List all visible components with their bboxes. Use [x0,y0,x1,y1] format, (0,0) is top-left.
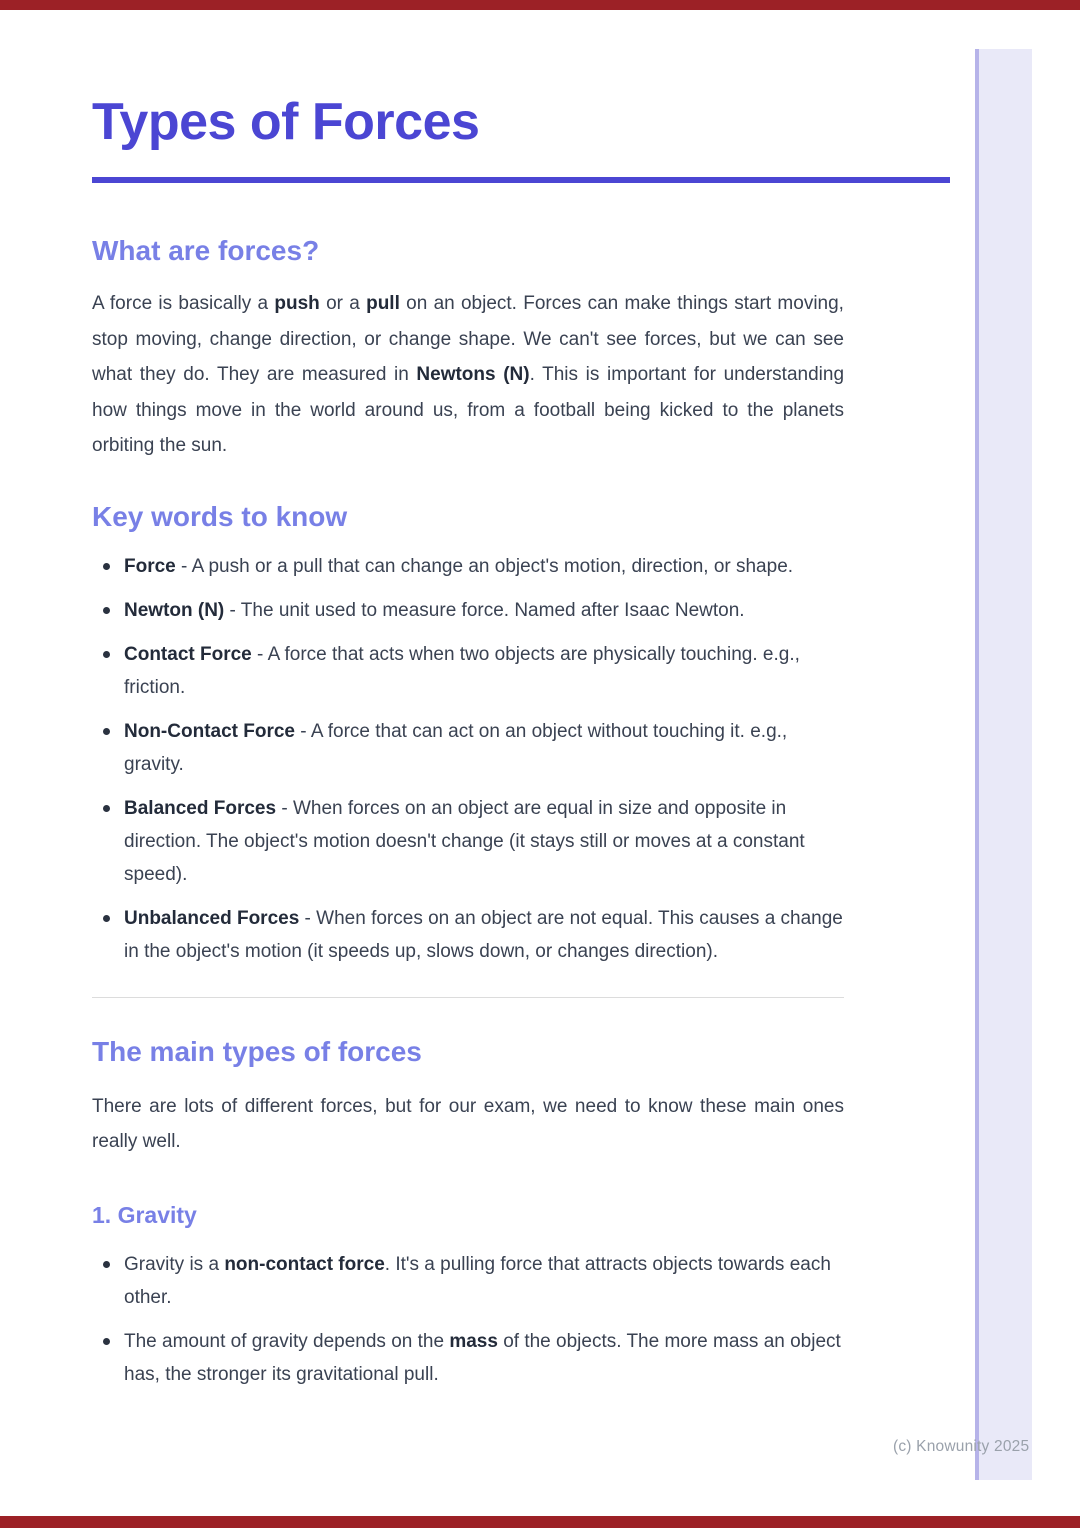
list-item-gravity-mass [124,1325,844,1391]
bullet-dot [103,728,110,735]
list-item-text: Balanced Forces - When forces on an object are equal in size and opposite in direction. The object's motion doesn't change (it stays still or moves at a constant speed). [124,797,805,885]
bullet-dot [103,607,110,614]
page-content [92,0,950,1391]
bullet-dot [103,1261,110,1268]
heading-main-types: The main types of forces [92,1035,422,1067]
list-item-text: Contact Force - A force that acts when two objects are physically touching. e.g., friction. [124,643,800,698]
copyright-watermark: (c) Knowunity 2025 [893,1438,1030,1455]
bullet-dot [103,563,110,570]
bottom-edge-bar [0,1516,1080,1528]
list-item-newton [124,594,844,627]
paragraph-what-are-forces: A force is basically a push or a pull on an object. Forces can make things start moving, stop moving, change direction, or change shape. We can't see forces, but we can see what they do. They are measured in Newtons (N). This is important for understanding how things move in the world around us, from a football being kicked to the planets orbiting the sun. [92,293,845,456]
bullet-dot [103,1338,110,1345]
list-item-text: The amount of gravity depends on the mass of the objects. The more mass an object has, the stronger its gravitational pull. [124,1330,841,1385]
list-item-contact-force [124,638,844,704]
heading-gravity: 1. Gravity [92,1201,197,1228]
paragraph-main-types: There are lots of different forces, but for our exam, we need to know these main ones really well. [92,1095,844,1152]
heading-what-are-forces: What are forces? [92,235,320,266]
bullet-dot [103,915,110,922]
list-item-balanced-forces [124,792,844,891]
heading-key-words: Key words to know [92,500,348,532]
bullet-dot [103,805,110,812]
section-divider [92,997,844,998]
list-item-non-contact-force [124,715,844,781]
list-item-text: Force - A push or a pull that can change an object's motion, direction, or shape. [124,555,794,577]
list-item-text: Gravity is a non-contact force. It's a pulling force that attracts objects towards each other. [124,1253,831,1308]
list-item-force [124,550,844,583]
key-words-list [92,550,844,968]
gravity-list [92,1248,844,1391]
page-title: Types of Forces [92,93,480,151]
list-item-text: Unbalanced Forces - When forces on an object are not equal. This causes a change in the object's motion (it speeds up, slows down, or changes direction). [124,907,843,962]
right-margin-strip [975,49,1032,1480]
list-item-unbalanced-forces [124,902,844,968]
title-underline-rule [92,177,950,183]
list-item-text: Non-Contact Force - A force that can act on an object without touching it. e.g., gravity. [124,720,788,775]
list-item-gravity-definition [124,1248,844,1314]
list-item-text: Newton (N) - The unit used to measure force. Named after Isaac Newton. [124,599,745,621]
top-edge-bar [0,0,1080,10]
bullet-dot [103,651,110,658]
